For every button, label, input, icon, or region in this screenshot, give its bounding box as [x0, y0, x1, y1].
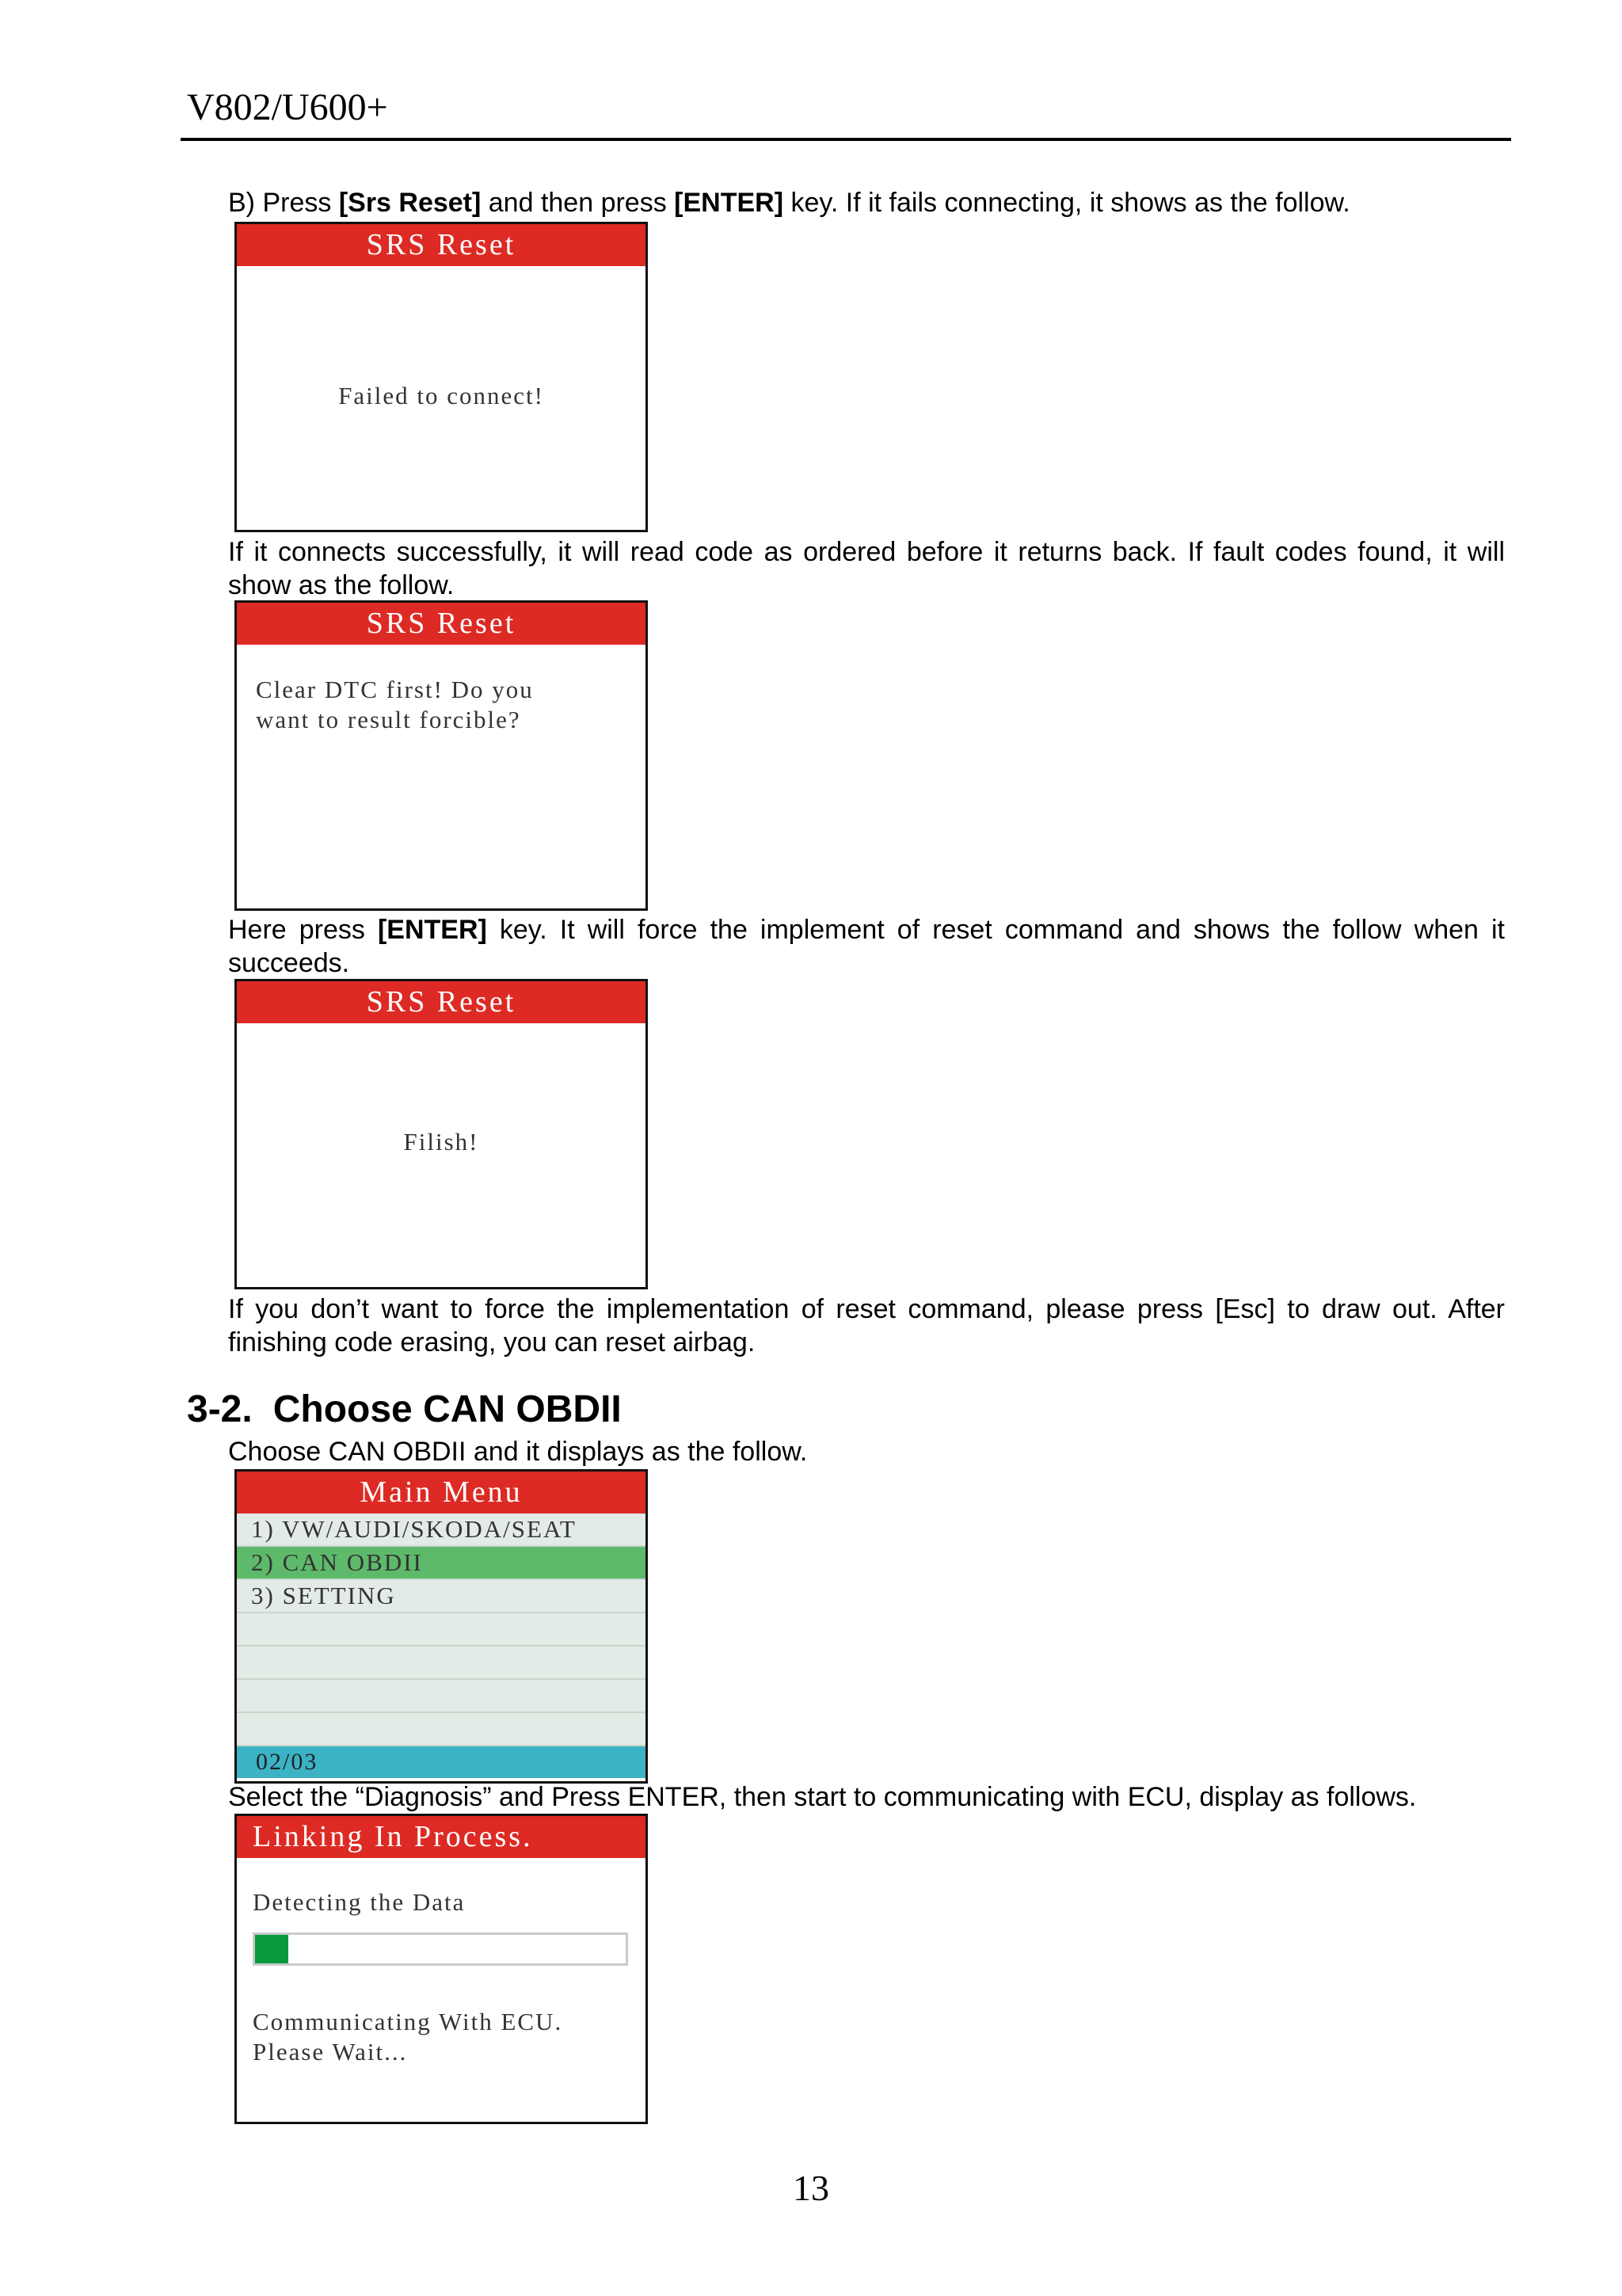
menu-row-empty	[237, 1613, 645, 1647]
paragraph-connect-success: If it connects successfully, it will read code as ordered before it returns back. If fault codes found, it will show as the follow.	[228, 537, 1505, 600]
p1-prefix: B) Press	[228, 188, 339, 218]
clear-dtc-message	[256, 675, 534, 735]
screen-main-menu	[234, 1469, 648, 1784]
p1-mid: and then press	[481, 188, 675, 218]
section-title: Choose CAN OBDII	[272, 1388, 622, 1430]
paragraph-esc-info: If you don’t want to force the implementation of reset command, please press [Esc] to draw out. After finishing code erasing, you can reset airbag.	[228, 1294, 1505, 1357]
paragraph-choose-can: Choose CAN OBDII and it displays as the follow.	[228, 1437, 808, 1467]
screen-body	[237, 1023, 645, 1285]
header-title: V802/U600+	[187, 86, 388, 128]
paragraph-srs-reset-intro	[228, 186, 1505, 219]
p3-key-enter: [ENTER]	[377, 915, 487, 945]
linking-line2: Please Wait...	[253, 2038, 408, 2066]
screen-title: Main Menu	[237, 1472, 645, 1514]
menu-row-empty	[237, 1647, 645, 1680]
section-number: 3-2.	[187, 1388, 253, 1430]
menu-item-setting[interactable]: 3) SETTING	[237, 1580, 645, 1613]
p1-key-enter: [ENTER]	[674, 188, 784, 218]
screen-srs-finish	[234, 979, 648, 1289]
screen-title: Linking In Process.	[237, 1816, 645, 1858]
menu-list	[237, 1514, 645, 1746]
paragraph-press-enter	[228, 913, 1505, 980]
menu-row-empty	[237, 1713, 645, 1746]
menu-item-can-obdii[interactable]: 2) CAN OBDII	[237, 1547, 645, 1580]
section-heading	[187, 1388, 622, 1431]
paragraph-select-diagnosis: Select the “Diagnosis” and Press ENTER, then start to communicating with ECU, display as follows.	[228, 1782, 1417, 1812]
screen-title: SRS Reset	[237, 981, 645, 1023]
menu-page-indicator: 02/03	[237, 1746, 645, 1778]
screen-srs-clear-dtc	[234, 600, 648, 911]
page-number: 13	[793, 2168, 829, 2208]
progress-fill	[255, 1935, 288, 1963]
screen-body	[237, 1858, 645, 2119]
p3-suffix: key. It will force the implement of reset command and shows the follow when it succeeds.	[228, 915, 1505, 978]
finish-message: Filish!	[403, 1128, 479, 1156]
failed-message: Failed to connect!	[338, 382, 544, 409]
clear-dtc-line1: Clear DTC first! Do you	[256, 676, 534, 703]
screen-srs-failed	[234, 222, 648, 532]
linking-status: Detecting the Data	[253, 1888, 466, 1916]
p1-suffix: key. If it fails connecting, it shows as the follow.	[783, 188, 1350, 218]
clear-dtc-line2: want to result forcible?	[256, 706, 521, 733]
menu-row-empty	[237, 1680, 645, 1713]
screen-body	[237, 266, 645, 527]
linking-line1: Communicating With ECU.	[253, 2008, 563, 2035]
progress-bar	[253, 1932, 628, 1966]
menu-item-vw-audi[interactable]: 1) VW/AUDI/SKODA/SEAT	[237, 1514, 645, 1547]
screen-title: SRS Reset	[237, 603, 645, 645]
screen-linking	[234, 1814, 648, 2124]
linking-wait-message	[253, 2007, 562, 2067]
screen-body	[237, 645, 645, 906]
header-rule	[181, 138, 1511, 141]
p1-key-srs-reset: [Srs Reset]	[338, 188, 482, 218]
p3-prefix: Here press	[228, 915, 378, 945]
screen-title: SRS Reset	[237, 224, 645, 266]
